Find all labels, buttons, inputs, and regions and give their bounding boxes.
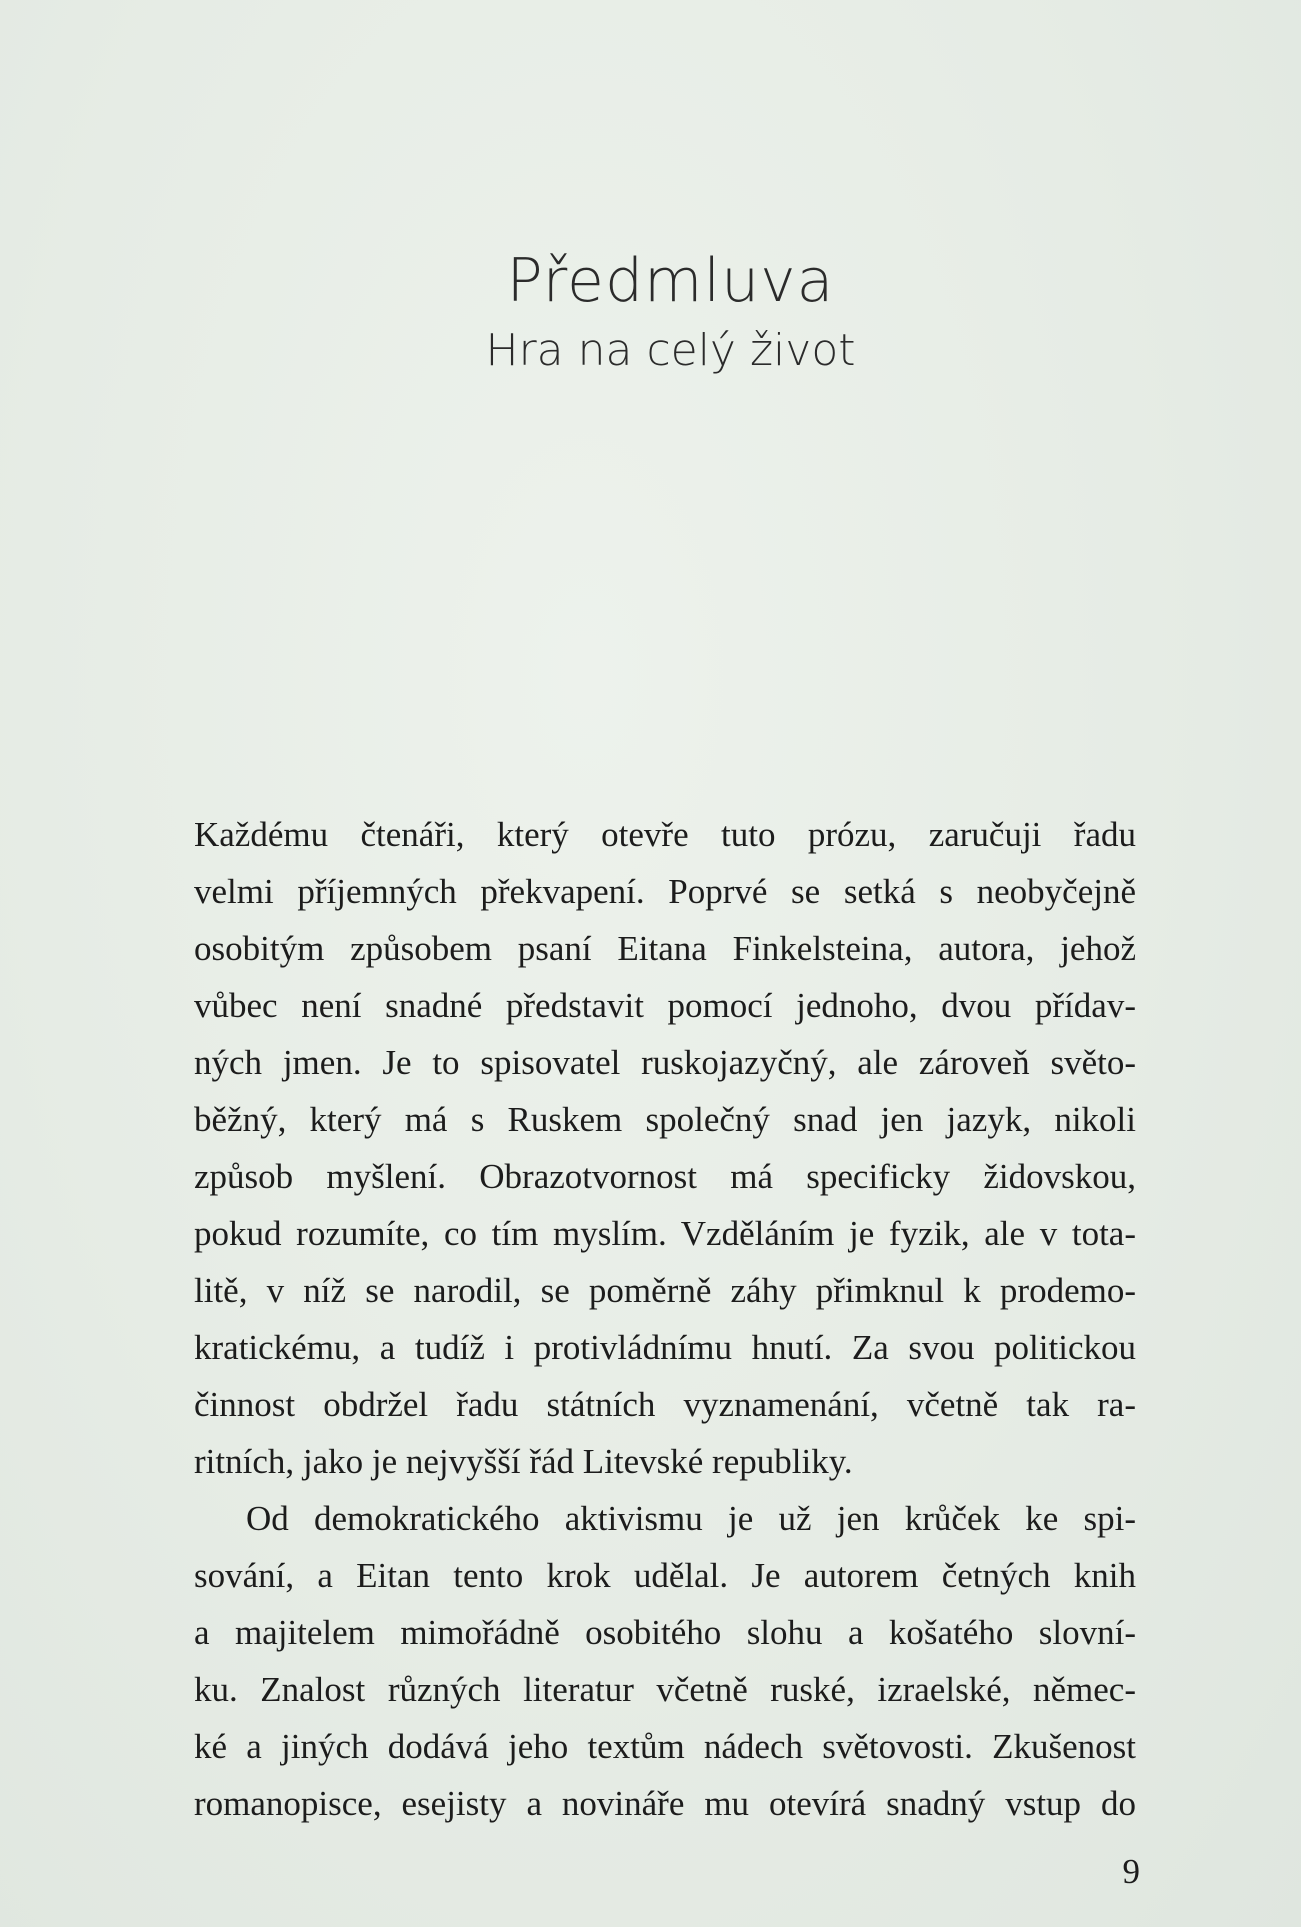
text-line: velmi příjemných překvapení. Poprvé se setká s neobyčejně xyxy=(194,872,1136,911)
text-line: vůbec není snadné představit pomocí jednoho, dvou přídav- xyxy=(194,986,1136,1025)
chapter-title: Předmluva xyxy=(506,246,835,316)
text-line: romanopisce, esejisty a novináře mu otevírá snadný vstup do xyxy=(194,1784,1136,1823)
chapter-subtitle: Hra na celý život xyxy=(485,325,856,376)
text-line: osobitým způsobem psaní Eitana Finkelsteina, autora, jehož xyxy=(194,929,1136,968)
body-text xyxy=(194,806,1136,1832)
text-line: činnost obdržel řadu státních vyznamenání, včetně tak ra- xyxy=(194,1385,1136,1424)
text-line: ku. Znalost různých literatur včetně ruské, izraelské, němec- xyxy=(194,1670,1136,1709)
text-line: Od demokratického aktivismu je už jen krůček ke spi- xyxy=(246,1499,1136,1538)
paragraph-1 xyxy=(194,806,1136,1490)
page-number: 9 xyxy=(1122,1852,1140,1891)
text-line: ných jmen. Je to spisovatel ruskojazyčný, ale zároveň světo- xyxy=(194,1043,1136,1082)
text-line: Každému čtenáři, který otevře tuto prózu, zaručuji řadu xyxy=(194,815,1136,854)
text-line: běžný, který má s Ruskem společný snad jen jazyk, nikoli xyxy=(194,1100,1136,1139)
text-line: ritních, jako je nejvyšší řád Litevské republiky. xyxy=(194,1442,853,1481)
text-line: ké a jiných dodává jeho textům nádech světovosti. Zkušenost xyxy=(194,1727,1136,1766)
text-line: litě, v níž se narodil, se poměrně záhy přimknul k prodemo- xyxy=(194,1271,1136,1310)
text-line: pokud rozumíte, co tím myslím. Vzděláním je fyzik, ale v tota- xyxy=(194,1214,1136,1253)
paragraph-2 xyxy=(194,1490,1136,1832)
text-line: sování, a Eitan tento krok udělal. Je autorem četných knih xyxy=(194,1556,1136,1595)
text-line: a majitelem mimořádně osobitého slohu a košatého slovní- xyxy=(194,1613,1136,1652)
text-line: způsob myšlení. Obrazotvornost má specificky židovskou, xyxy=(194,1157,1136,1196)
text-line: kratickému, a tudíž i protivládnímu hnutí. Za svou politickou xyxy=(194,1328,1136,1367)
